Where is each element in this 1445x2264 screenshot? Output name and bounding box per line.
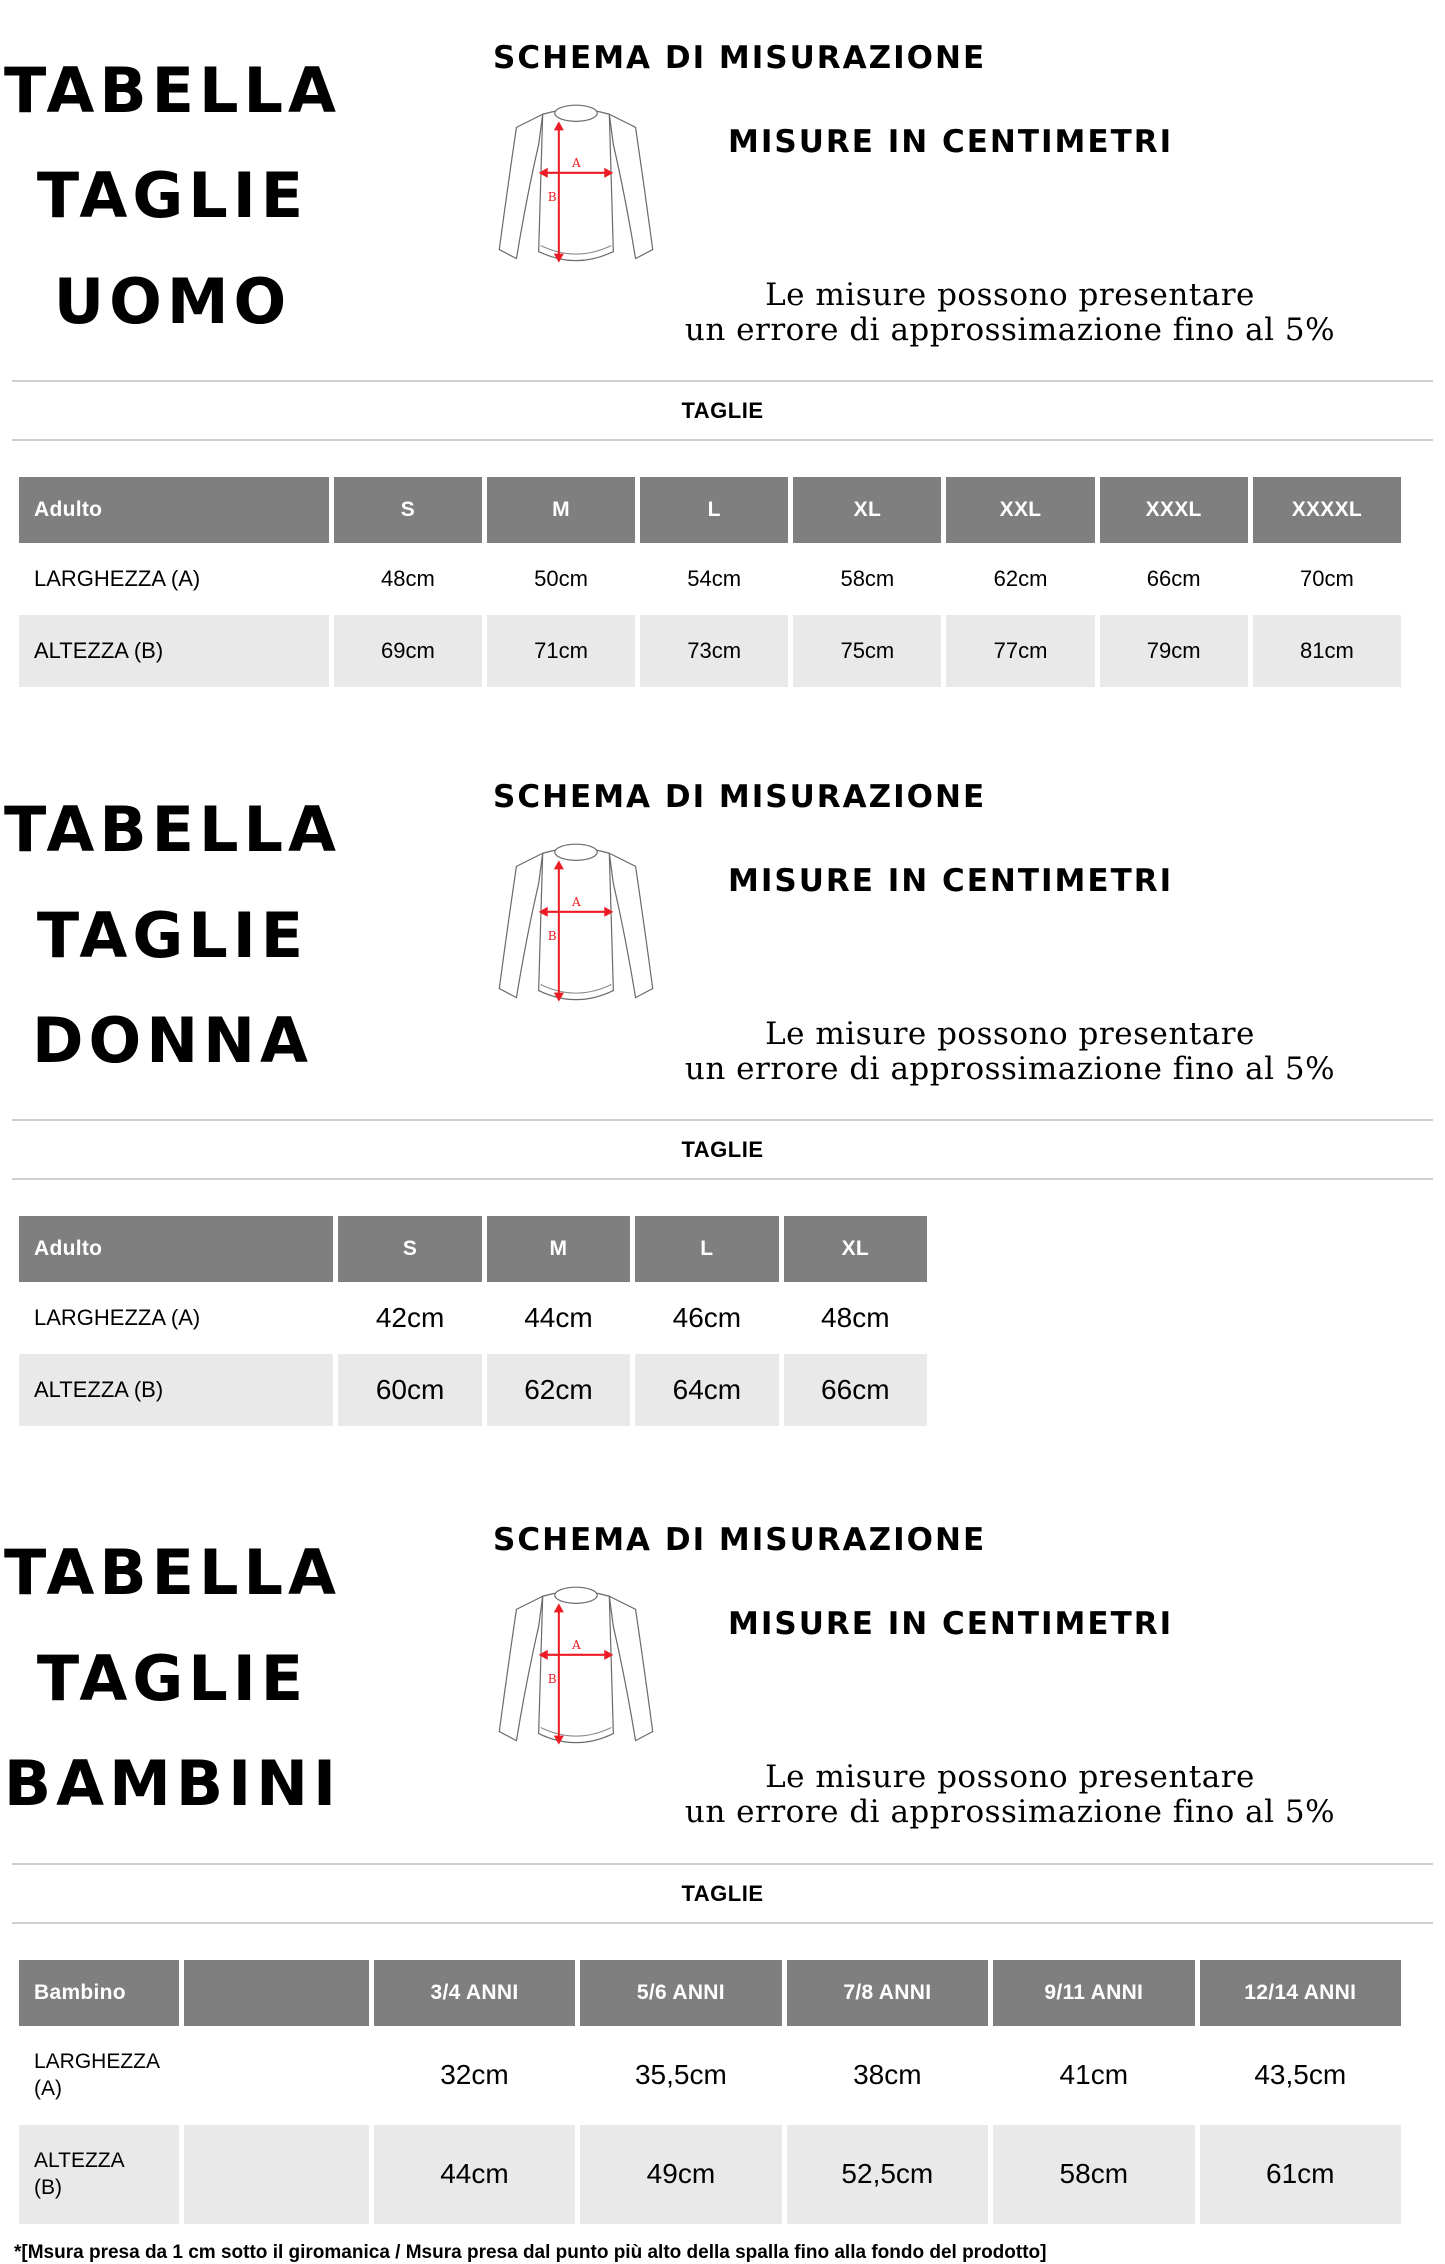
tolerance-disclaimer — [675, 1760, 1345, 1829]
measure-value: 75cm — [793, 615, 941, 687]
shirt-right-sleeve — [609, 1597, 652, 1741]
shirt-collar — [555, 844, 597, 860]
section-header-uomo — [0, 0, 1445, 354]
shirt-measurement-diagram — [470, 839, 682, 1023]
measure-value: 44cm — [374, 2125, 575, 2224]
measure-value: 48cm — [380, 566, 435, 592]
tolerance-disclaimer — [675, 278, 1345, 347]
measure-value: 70cm — [1299, 566, 1354, 592]
shirt-collar — [555, 105, 597, 121]
schema-heading: SCHEMA DI MISURAZIONE — [493, 779, 987, 816]
measure-value: 32cm — [440, 2059, 509, 2091]
measure-value: 62cm — [993, 566, 1048, 592]
units-heading: MISURE IN CENTIMETRI — [728, 863, 1174, 900]
disclaimer-line: un errore di approssimazione fino al 5% — [684, 311, 1336, 348]
shirt-collar — [555, 1588, 597, 1604]
shirt-body — [539, 109, 614, 260]
schema-heading: SCHEMA DI MISURAZIONE — [493, 1522, 987, 1559]
measure-label: ALTEZZA (B) — [19, 615, 329, 687]
row-group-header: Bambino — [19, 1960, 179, 2026]
size-column-header: XL — [784, 1216, 927, 1282]
height-arrow-label: B — [547, 1672, 557, 1687]
measurement-info-uomo — [345, 0, 1445, 354]
height-arrow-label: B — [547, 190, 557, 205]
diagram-row — [345, 839, 1445, 1023]
table-header-row — [19, 1960, 1401, 2026]
title-line: TAGLIE — [36, 159, 309, 233]
measure-value: 64cm — [635, 1354, 778, 1426]
size-table-donna — [14, 1216, 932, 1426]
title-line: TABELLA — [3, 793, 342, 867]
table-row — [19, 1282, 927, 1354]
taglie-divider-label: TAGLIE — [681, 398, 764, 424]
measure-value: 58cm — [993, 2125, 1194, 2224]
measure-value: 81cm — [1253, 615, 1401, 687]
shirt-right-sleeve — [609, 853, 652, 997]
shirt-left-sleeve — [499, 853, 542, 997]
shirt-measurement-diagram — [470, 1582, 682, 1766]
width-arrow-label: A — [571, 1638, 581, 1653]
measure-value: 35,5cm — [634, 2059, 727, 2091]
size-column-header: 12/14 ANNI — [1200, 1960, 1402, 2026]
measure-value: 46cm — [672, 1302, 742, 1334]
measure-value: 42cm — [375, 1302, 445, 1334]
tolerance-disclaimer — [675, 1017, 1345, 1086]
size-chart-section-uomo — [0, 0, 1445, 687]
empty-value-cell — [184, 2125, 369, 2224]
measurement-footnote: *[Msura presa da 1 cm sotto il giromanica / Msura presa dal punto più alto della spalla fino alla fondo del prodotto] — [14, 2241, 1047, 2263]
row-group-header: Adulto — [19, 477, 329, 543]
taglie-divider — [0, 1119, 1445, 1180]
shirt-measurement-diagram — [470, 100, 682, 284]
diagram-row — [345, 100, 1445, 284]
measure-label: ALTEZZA (B) — [19, 2125, 179, 2224]
diagram-row — [345, 1582, 1445, 1766]
shirt-right-sleeve — [609, 114, 652, 258]
title-line: BAMBINI — [3, 1747, 342, 1821]
taglie-divider — [0, 380, 1445, 441]
divider-line — [12, 439, 1433, 441]
measure-value: 50cm — [534, 566, 588, 592]
section-title-bambini — [0, 1482, 345, 1836]
measure-label: LARGHEZZA (A) — [34, 2049, 159, 2101]
measurement-info-donna — [345, 739, 1445, 1093]
measure-value: 43,5cm — [1254, 2059, 1347, 2091]
width-arrow-label: A — [571, 155, 581, 170]
table-row — [19, 2026, 1401, 2125]
measure-value: 71cm — [487, 615, 635, 687]
size-table-bambini — [14, 1960, 1406, 2224]
measure-value: 61cm — [1200, 2125, 1402, 2224]
title-line: TABELLA — [3, 54, 342, 127]
measure-value: 44cm — [524, 1302, 593, 1334]
measure-value: 38cm — [853, 2059, 922, 2091]
size-column-header: 9/11 ANNI — [993, 1960, 1194, 2026]
size-column-header: XXXL — [1100, 477, 1248, 543]
title-line: TAGLIE — [36, 1641, 309, 1715]
size-column-header: 5/6 ANNI — [580, 1960, 781, 2026]
size-column-header: S — [338, 1216, 481, 1282]
table-row — [19, 1354, 927, 1426]
size-column-header: XXL — [946, 477, 1094, 543]
schema-heading: SCHEMA DI MISURAZIONE — [493, 40, 987, 76]
measure-value: 49cm — [580, 2125, 781, 2224]
shirt-body — [539, 1592, 614, 1743]
measure-value: 54cm — [687, 566, 742, 592]
measure-label: ALTEZZA (B) — [19, 1354, 333, 1426]
shirt-left-sleeve — [499, 1597, 542, 1741]
measure-value: 52,5cm — [787, 2125, 988, 2224]
size-column-header: XL — [793, 477, 941, 543]
width-arrow-label: A — [571, 894, 581, 909]
measure-value: 48cm — [821, 1302, 890, 1334]
empty-header-cell — [184, 1960, 369, 2026]
size-table-uomo — [14, 477, 1406, 687]
measurement-info-bambini — [345, 1482, 1445, 1836]
section-title-uomo — [0, 0, 345, 354]
measure-value: 79cm — [1100, 615, 1248, 687]
measure-value: 77cm — [946, 615, 1094, 687]
section-header-bambini — [0, 1482, 1445, 1836]
empty-value-cell — [184, 2026, 369, 2125]
title-line: UOMO — [53, 264, 292, 338]
divider-line — [12, 1922, 1433, 1924]
disclaimer-line: Le misure possono presentare — [765, 1759, 1255, 1796]
measure-value: 41cm — [1059, 2059, 1129, 2091]
shirt-left-sleeve — [499, 114, 542, 258]
title-line: TAGLIE — [36, 898, 309, 972]
table-header-row — [19, 1216, 927, 1282]
size-chart-section-donna — [0, 739, 1445, 1426]
table-row — [19, 615, 1401, 687]
units-heading: MISURE IN CENTIMETRI — [728, 1606, 1174, 1643]
measure-value: 58cm — [840, 566, 895, 592]
size-column-header: M — [487, 1216, 630, 1282]
taglie-divider-label: TAGLIE — [681, 1880, 764, 1906]
size-column-header: L — [635, 1216, 778, 1282]
row-group-header: Adulto — [19, 1216, 333, 1282]
table-row — [19, 2125, 1401, 2224]
size-column-header: S — [334, 477, 482, 543]
section-header-donna — [0, 739, 1445, 1093]
divider-line — [12, 1178, 1433, 1180]
title-line: TABELLA — [3, 1536, 342, 1610]
size-column-header: 7/8 ANNI — [787, 1960, 988, 2026]
units-heading: MISURE IN CENTIMETRI — [728, 124, 1174, 160]
taglie-divider-label: TAGLIE — [681, 1137, 764, 1163]
size-column-header: L — [640, 477, 788, 543]
measure-value: 62cm — [487, 1354, 630, 1426]
measure-label: LARGHEZZA (A) — [34, 566, 201, 592]
measure-value: 66cm — [784, 1354, 927, 1426]
disclaimer-line: Le misure possono presentare — [765, 277, 1255, 313]
measure-value: 66cm — [1146, 566, 1201, 592]
size-column-header: XXXXL — [1253, 477, 1401, 543]
measure-value: 69cm — [334, 615, 482, 687]
disclaimer-line: Le misure possono presentare — [765, 1016, 1255, 1053]
table-row — [19, 543, 1401, 615]
disclaimer-line: un errore di approssimazione fino al 5% — [684, 1050, 1336, 1087]
size-column-header: M — [487, 477, 635, 543]
taglie-divider — [0, 1863, 1445, 1924]
measure-value: 73cm — [640, 615, 788, 687]
shirt-body — [539, 848, 614, 999]
measure-label: LARGHEZZA (A) — [34, 1305, 201, 1331]
measure-value: 60cm — [338, 1354, 481, 1426]
size-chart-section-bambini — [0, 1482, 1445, 2263]
title-line: DONNA — [32, 1003, 313, 1077]
size-column-header: 3/4 ANNI — [374, 1960, 575, 2026]
table-header-row — [19, 477, 1401, 543]
height-arrow-label: B — [547, 929, 557, 944]
section-title-donna — [0, 739, 345, 1093]
disclaimer-line: un errore di approssimazione fino al 5% — [684, 1794, 1336, 1831]
